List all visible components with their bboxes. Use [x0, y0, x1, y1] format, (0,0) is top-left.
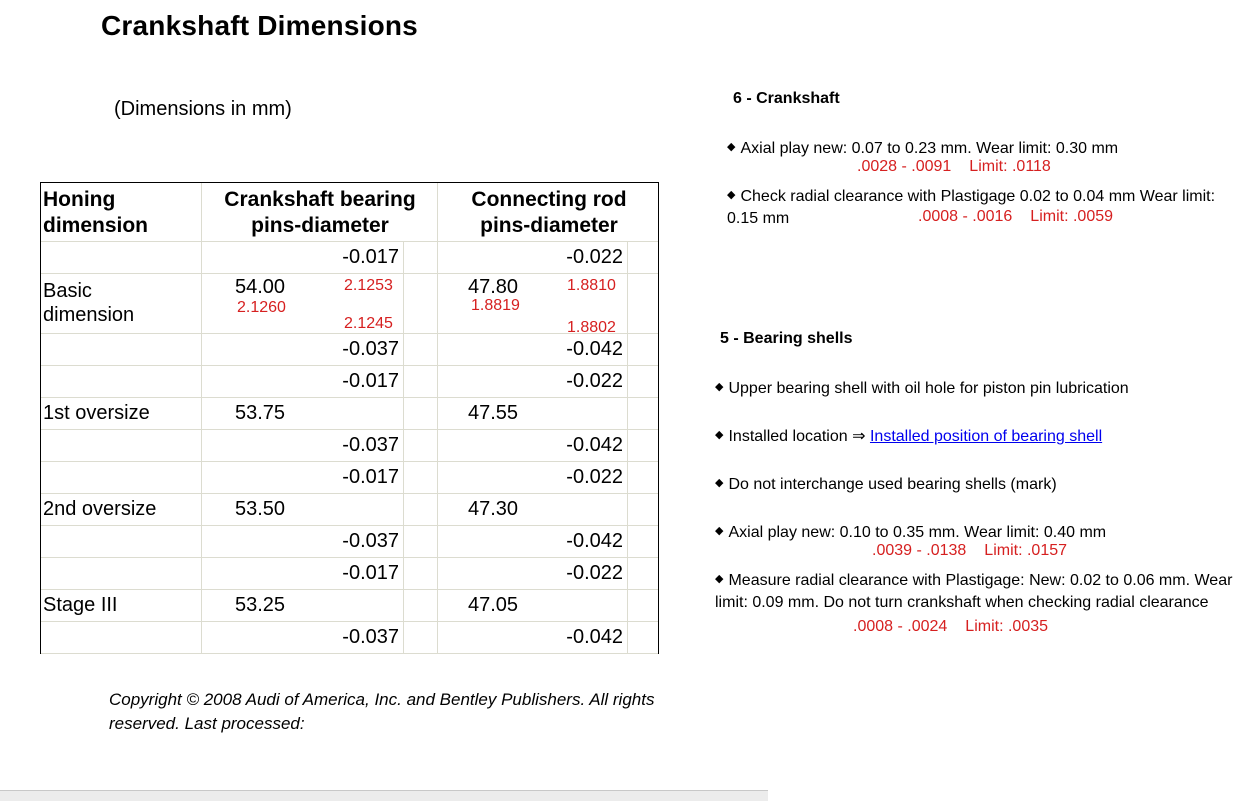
crankshaft-heading: 6 - Crankshaft: [733, 90, 840, 107]
grid-line: [403, 241, 404, 653]
cell-crank-base: 54.00: [235, 276, 286, 298]
bullet-icon: ◆: [715, 381, 724, 393]
cell-crank-tol: -0.037: [342, 530, 399, 552]
bullet-icon: ◆: [727, 189, 736, 201]
rod-upper-inch: 1.8810: [567, 277, 616, 294]
grid-line: [201, 183, 202, 653]
cell-crank-base: 53.25: [235, 594, 286, 616]
grid-line: [627, 241, 628, 653]
crank-axial-conversion: .0028 - .0091 Limit: .0118: [857, 158, 1051, 175]
cell-rod-tol: -0.022: [566, 370, 623, 392]
grid-line: [41, 461, 658, 462]
cell-crank-tol: -0.017: [342, 246, 399, 268]
cell-name: 1st oversize: [43, 402, 150, 424]
cell-crank-tol: -0.017: [342, 562, 399, 584]
bullet-icon: ◆: [715, 477, 724, 489]
bullet-icon: ◆: [715, 573, 724, 585]
bullet-icon: ◆: [715, 429, 724, 441]
cell-crank-base: 53.75: [235, 402, 286, 424]
cell-rod-tol: -0.042: [566, 338, 623, 360]
bearing-radial-conversion: .0008 - .0024 Limit: .0035: [853, 618, 1049, 635]
cell-name: 2nd oversize: [43, 498, 157, 520]
cell-crank-tol: -0.037: [342, 626, 399, 648]
cell-rod-tol: -0.022: [566, 466, 623, 488]
crank-upper-inch: 2.1253: [344, 277, 393, 294]
grid-line: [41, 525, 658, 526]
copyright-notice: Copyright © 2008 Audi of America, Inc. and Bentley Publishers. All rights reserved. Last processed:: [109, 690, 655, 733]
grid-line: [41, 429, 658, 430]
cell-crank-tol: -0.037: [342, 434, 399, 456]
cell-rod-base: 47.30: [468, 498, 519, 520]
cell-rod-tol: -0.042: [566, 626, 623, 648]
bearing-installed-location: ◆ Installed location ⇒ Installed position of bearing shell: [715, 428, 1103, 445]
crank-radial-conversion: .0008 - .0016 Limit: .0059: [918, 208, 1114, 225]
bearing-axial-play: ◆ Axial play new: 0.10 to 0.35 mm. Wear limit: 0.40 mm: [715, 524, 1107, 541]
grid-line: [41, 273, 658, 274]
bearing-radial-clearance: ◆ Measure radial clearance with Plastigage: New: 0.02 to 0.06 mm. Wear limit: 0.09 mm. Do not turn crankshaft when checking radial clearance: [715, 572, 1233, 611]
grid-line: [437, 183, 438, 653]
window-status-bar: [0, 790, 768, 801]
cell-rod-tol: -0.022: [566, 562, 623, 584]
page-title: Crankshaft Dimensions: [101, 10, 418, 41]
bearing-axial-conversion: .0039 - .0138 Limit: .0157: [872, 542, 1068, 559]
crank-axial-play: ◆ Axial play new: 0.07 to 0.23 mm. Wear limit: 0.30 mm: [727, 140, 1119, 157]
cell-name: Stage III: [43, 594, 118, 616]
installed-position-link[interactable]: Installed position of bearing shell: [869, 428, 1103, 445]
cell-crank-base: 53.50: [235, 498, 286, 520]
cell-rod-tol: -0.042: [566, 530, 623, 552]
cell-rod-base: 47.05: [468, 594, 519, 616]
grid-line: [41, 241, 658, 242]
bearing-shells-heading: 5 - Bearing shells: [720, 330, 853, 347]
dimensions-note: (Dimensions in mm): [114, 98, 292, 120]
crank-radial-clearance: ◆ Check radial clearance with Plastigage 0.02 to 0.04 mm Wear limit: 0.15 mm: [727, 188, 1216, 227]
bearing-do-not-interchange: ◆ Do not interchange used bearing shells (mark): [715, 476, 1057, 493]
cell-crank-tol: -0.017: [342, 466, 399, 488]
rod-lower-inch: 1.8802: [567, 319, 616, 336]
grid-line: [41, 621, 658, 622]
cell-name: Basic dimension: [43, 280, 135, 326]
header-crankshaft: Crankshaft bearing pins-diameter: [224, 188, 416, 237]
cell-rod-tol: -0.022: [566, 246, 623, 268]
bullet-icon: ◆: [715, 525, 724, 537]
grid-line: [41, 333, 658, 334]
grid-line: [41, 589, 658, 590]
grid-line: [41, 397, 658, 398]
crank-lower-inch: 2.1245: [344, 315, 393, 332]
grid-line: [41, 653, 658, 654]
grid-line: [41, 493, 658, 494]
header-connecting-rod: Connecting rod pins-diameter: [471, 188, 627, 237]
crank-mid-inch: 2.1260: [237, 299, 286, 316]
grid-line: [41, 557, 658, 558]
bullet-icon: ◆: [727, 141, 736, 153]
bearing-upper-shell: ◆ Upper bearing shell with oil hole for piston pin lubrication: [715, 380, 1129, 397]
cell-rod-tol: -0.042: [566, 434, 623, 456]
header-honing: Honing dimension: [43, 188, 149, 237]
rod-mid-inch: 1.8819: [471, 297, 520, 314]
cell-rod-base: 47.80: [468, 276, 519, 298]
cell-crank-tol: -0.017: [342, 370, 399, 392]
cell-rod-base: 47.55: [468, 402, 519, 424]
grid-line: [41, 365, 658, 366]
cell-crank-tol: -0.037: [342, 338, 399, 360]
dimensions-table: [40, 182, 659, 654]
